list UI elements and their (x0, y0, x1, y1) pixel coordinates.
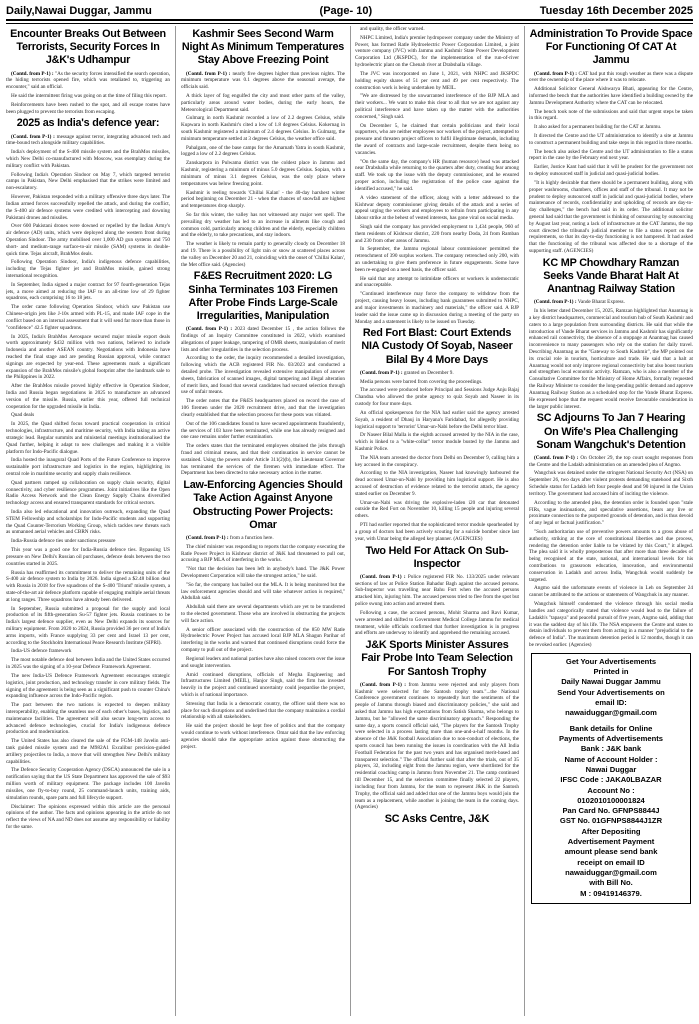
advertisement-line: receipt on email ID (577, 857, 645, 867)
article-paragraph: In September, India signed a major contract for 97 fourth-generation Tejas jets, a move aimed at reducing the IAF to an all-time low of 29 fighter squadrons, each comprising 16 to 18 jets. (6, 281, 170, 302)
article-paragraph: Dr Naseer Bilal Malla is the eighth accused arrested by the NIA in the case, which is linked to a "white-collar" terror module busted by the Jammu and Kashmir Police. (355, 432, 519, 452)
article-headline: F&ES Recruitment 2020: LG Sinha Terminates 103 Firemen After Probe Finds Large-Scale Irregularities, Manipulation (188, 270, 338, 322)
article-paragraph: Reinforcements have been rushed to the spot, and all escape routes have been plugged to prevent the terrorists from escaping. (6, 101, 170, 115)
article-paragraph: The orders states that the terminated employees obtained the jobs through fraud and criminal means, and that their continuation in service cannot be sustained. Using the powers under Article 311(2)(b), the Lieutenant Governor has terminated the services of the firemen with immediate effect. The Department has been directed to take necessary action in the matter. (181, 443, 345, 477)
article-paragraph: PTI had earlier reported that the sophisticated terror module spearheaded by a group of doctors had been actively scouting for a suicide bomber since last year, with Umar being the alleged key planner. (AGENCIES) (355, 522, 519, 542)
article (355, 545, 519, 638)
article-paragraph: The Defence Security Cooperation Agency (DSCA) announced the sale in a notification saying that the US State Department has approved the sale of $93 million worth of military equipment. The package includes 100 Javelin missiles, one fly-to-buy round, 25 command-launch units, training aids, simulation rounds, spare parts and full lifecycle support. (6, 767, 170, 801)
article-paragraph: A thick layer of fog engulfed the city and most other parts of the valley, particularly areas around water bodies, during the early hours, the Meteorological Department said. (181, 92, 345, 113)
article-paragraph: (Contd. from P-1) : nearly five degrees higher than previous nights. The minimum temperature was 0.1 degrees above the seasonal average, the officials said. (181, 70, 345, 91)
column-divider (350, 26, 351, 1016)
article-paragraph: A video statement of the officer, along with a letter addressed to the Kishtwar deputy commissioner giving details of the attack and a series of appeal urging the workers and employees to refrain from participating in any labour strike at the behest of vested interests, has gone viral on social media. (355, 194, 519, 222)
article-paragraph: NHPC Limited, India's premier hydropower company under the Ministry of Power, has formed Ratle Hydroelectric Power Corporation Limited, a joint venture company (JVC) with Jammu and Kashmir State Power Development Corporation Ltd (JKSPDC), for the implementation of the run-of-river hydroelectric plant on the Chenab river at Drabshalla village. (355, 34, 519, 69)
article-paragraph: The most notable defence deal between India and the United States occurred in 2025 was the signing of a 10-year Defence Framework Agreement. (6, 657, 170, 671)
article-paragraph: Over 600 Pakistani drones were downed or repelled by the Indian Army's air defence (AD) units, which were deployed along the western front during Operation Sindoor. The army mobilised over 1,000 AD gun systems and 750 short- and medium-range surface-to-air missile (SAM) systems in double-quick time. Tejas aircraft, BrahMos deals. (6, 223, 170, 257)
article-paragraph: "Not that the decision has been left in anybody's hand. The J&K Power Development Corporation will take the strongest action," he said. (181, 566, 345, 579)
article (355, 813, 519, 826)
article-paragraph: Umar-un-Nabi was driving the explosive-laden i20 car that detonated outside the Red Fort on November 10, killing 15 people and injuring several others. (355, 499, 519, 520)
article-headline: 2025 as India's defence year: (16, 117, 160, 130)
article-paragraph: "So far, the company has bailed out the MLA. It is being monitored but the law enforcement agencies should and will take whatever action is required," Abdullah said. (181, 581, 345, 602)
article-paragraph: India-Russia defence ties under sanctions pressure (11, 538, 116, 545)
advertisement-contact (536, 657, 686, 719)
article-paragraph: Zanskarpora in Pulwama district was the coldest place in Jammu and Kashmir, registering a minimum of minus 5.0 degrees Celsius. Sopian, with a minimum of minus 3.1 degrees Celsius, was the only place where temperatures was below freezing point. (181, 160, 345, 187)
article-paragraph: It also asked for a permanent building for the CAT at Jammu. (534, 124, 662, 131)
article-paragraph: The order came following Operation Sindoor, which saw Pakistan use Chinese-origin jets like J-10s armed with PL-15, and made IAF cope in the conflict based on an internal assessment that it will send far more than those in "confidence" 42.5 fighter squadrons. (6, 304, 170, 331)
article-paragraph: (Contd. from P-1) : CAT had put this rough weather as there was a dispute over the ownership of the place where it was to relocate. (529, 70, 693, 84)
article-paragraph: According to the amended plea, the detention order is founded upon "stale FIRs, vague insinuations, and speculative assertions, bears any live or proximate connection to the purported grounds of detention, and is thus devoid of any legal or factual justification." (529, 499, 693, 527)
article-paragraph: The pact between the two nations is expected to deepen military interoperability, enabling the seamless use of each other's bases, logistics, and maintenance facilities. The agreement will also secure long-term access to advanced defence technologies, crucial for India's indigenous defence production and modernisation. (6, 702, 170, 736)
article-paragraph: The NIA team arrested the doctor from Delhi on December 9, calling him a key accused in the conspiracy. (355, 454, 519, 468)
article-paragraph: Russia has reaffirmed its commitment to deliver the remaining units of the S-400 air defence system to India by 2026. India signed a $2.48 billion deal with Russia in 2018 for five squadrons of the S-400 'Triumf' missile system, a state-of-the-art air defence platform capable of engaging multiple aerial threats at long ranges. Three squadrons have already been delivered. (6, 569, 170, 603)
article-paragraph: The weather is likely to remain partly to generally cloudy on December 18 and 19. There is a possibility of light rain or snow at scattered places across the valley on December 20 and 21, coinciding with the onset of 'Chillai Kalan', the Met office said. (Agencies) (181, 241, 345, 268)
article-paragraph: Wangchuk was detained under the stringent National Security Act (NSA) on September 26, two days after violent protests demanding statehood and Sixth Schedule status for Ladakh left four people dead and 90 injured in the Union territory. The government had accused him of inciting the violence. (529, 470, 693, 497)
article-paragraph: Following a case, the accused persons, Mohit Sharma and Ravi Kumar, were arrested and shifted to Government Medical College Jammu for medical treatment, while officials confirmed that further investigation is in progress and efforts are underway to identify and apprehend the remaining accused. (355, 609, 519, 637)
article-paragraph: (Contd. from P-1) : Police registered FIR No. 133/2025 under relevant sections of law at Police Station Bahadur Bagh against the accused persons. Sub-Inspector was travelling near Bahu Fort when the accused persons attacked him, injuring him. The accused persons tried to flee from the spot but police swung into action and arrested them. (355, 573, 519, 608)
article-paragraph: Angmo said the unfortunate events of violence in Leh on September 24 cannot be attributed to the actions or statements of Wangchuk in any manner. (529, 585, 693, 599)
article-paragraph: Stressing that India is a democratic country, the officer said there was no place for such disruptions and underlined that the company maintains a cordial relationship with all stakeholders. (181, 700, 345, 721)
article-headline: KC MP Chowdhary Ramzan Seeks Vande Bharat Halt At Anantnag Railway Station (542, 256, 680, 296)
article-paragraph: Regional leaders and national parties have also raised concern over the issue and sought intervention. (181, 655, 345, 669)
column-3 (355, 26, 519, 1022)
column-divider (524, 26, 525, 1016)
article-paragraph: The United States has also cleared the sale of the FGM-148 Javelin anti-tank guided missile system and the M982A1 Excalibur precision-guided artillery projectiles to India, a move that will strengthen New Delhi's military capabilities. (6, 738, 170, 765)
article-paragraph: After the BrahMos missile proved highly effective in Operation Sindoor, India and Russia began negotiations in 2025 to manufacture an advanced version of the missile. Russia, earlier this year, offered full technical cooperation for the upgraded missile in India. (6, 383, 170, 410)
article (529, 257, 693, 411)
article-paragraph: He said that any attempt to intimidate officers or workers is undemocratic and unacceptable. (355, 275, 519, 289)
advertisement-line: Daily Nawai Duggar Jammu (561, 677, 661, 687)
advertisement-line: Pan Card No. GFNPS8844J (562, 806, 660, 816)
column-4 (529, 26, 693, 1022)
article-paragraph: (Contd. from P-1) : "As the security forces intensified the search operation, the hiding terrorists opened fire, which was retaliated to, triggering an encounter," said an official. (6, 70, 170, 91)
article-paragraph: In September, Russia submitted a proposal for the supply and local production of its fifth-generation Su-57 fighter jets. Russia continues to be India's largest defence supplier, even as New Delhi expands its sources for military equipment. From 2020 to 2024, Russia provided 36 per cent of India's arms imports, with France supplying 33 per cent and Israel 13 per cent, according to the Stockholm International Peace Research Institute (SIPRI). (6, 605, 170, 646)
advertisement-bank-details (536, 724, 686, 899)
article-paragraph: Singh said the company has provided employment to 1,434 people, 960 of them residents of Kishtwar district, 220 from nearby Doda, 24 from Ramban and 230 from other areas of Jammu. (355, 223, 519, 244)
article-paragraph: Quad deals (11, 412, 35, 419)
masthead-rule-thick (6, 19, 693, 21)
article-paragraph: Kashmir is reeling towards 'Chillai Kalan' - the 40-day harshest winter period beginning on December 21 - when the chances of snowfall are highest and temperatures drop sharply. (181, 189, 345, 210)
advertisement-line: Name of Account Holder : (564, 754, 658, 764)
article (181, 270, 345, 477)
advertisement-line: IFSC Code : JAKA0LBAZAR (560, 775, 662, 785)
article-paragraph: However, Pakistan responded with a military offensive three days later. The Indian armed forces successfully repelled the attack, and during the conflict, the S-400 air defence systems were credited with intercepting and downing Pakistani drones and missiles. (6, 194, 170, 221)
advertisement-line: Bank : J&K bank (580, 744, 642, 754)
advertisement-line: amount please send bank (564, 847, 658, 857)
advertisement-line: Bank details for Online (569, 723, 653, 733)
article-paragraph: (Contd. from P-1) : from Jammu were rejected and only players from Kashmir were selected for the Santosh trophy team."...the National Conference government continues to repeatedly hurt the sentiments of the people of Jammu through biased and discriminatory policies," she said and asked that Jammu has high expectations from Satish Sharma, who belongs to Jammu, but he "allowed the same discriminatory approach." Responding the same day, a sports council official said, "The players for the Santosh Trophy were selected in a process lasting more than one-and-a-half months. In the absence of the J&K football Association due to non-conduct of elections, the sports council has been running the issues in coordination with the All India Football Federation for the past two years and has organised merit-based and transparent selection." The official further said that after the trials, out of 35 players, 32, including eight from the Jammu region, were shortlisted for the residential coaching camp in Jammu from November 21. The camp continued till December 15, and the selection committee finally selected 22 players, including four from Jammu, for the team to represent J&K in the Santosh Trophy, the official said and added that one of the Jammu boys would join the team as a replacement, while another is joining the team in the coming days. (Agencies) (355, 681, 519, 811)
article-paragraph: "It is highly desirable that there should be a permanent building, along with proper washrooms, chambers, offices and staff of the tribunal. It may not be prudent to deploy outsourced staff in judicial and quasi-judicial bodies, where maintenance of records, confidentiality and upholding of records are day-to-day challenges," the bench had said in its order. The additional solicitor general had said that the government is thinking of outsourcing by outsourcing by August last year, noting a lack of infrastructure at the CAT Jammu, the top court directed the tribunal's judicial member to file a status report on the requirements, so that its day-to-day functioning is not hampered. It had asked that the functioning of the tribunal was affected due to a shortage of the supporting staff. (AGENCIES) (529, 179, 693, 255)
article-paragraph: Amid continued disruptions, officials of Megha Engineering and Infrastructures Limited (MEIL), Hanjor Singh, said the firm has invested heavily in the project and continued uncertainty could jeopardise the project, which is of national importance. (181, 671, 345, 698)
article (529, 28, 693, 255)
article (6, 28, 170, 115)
article-paragraph: The chief minister was responding to reports that the company executing the Ratle Power Project in Kishtwar district of J&K had threatened to pull out, accusing a BJP MLA of interfering in the works. (181, 543, 345, 564)
column-1 (6, 26, 170, 1022)
article-paragraph: The accused were produced before Principal and Sessions Judge Anju Bajaj Chandna who allowed the probe agency to quiz Soyab and Naseer in its custody for four more days. (355, 387, 519, 408)
advertisement-line: Payments of Advertisements (559, 733, 663, 743)
article-paragraph: Wangchuk himself condemned the violence through his social media handles and categorically stated that violence would lead to the failure of Ladakh's "tapasya" and peaceful pursuit of five years, Angmo said, adding that it was the saddest day of his life. The NSA empowers the Centre and states to detain individuals to prevent them from acting in a manner "prejudicial to the defence of India". The maximum detention period is 12 months, though it can be revoked earlier. (Agencies) (529, 601, 693, 648)
article-paragraph: (Contd. from P-1) : On October 29, the top court sought responses from the Centre and the Ladakh administration on an amended plea of Angmo. (529, 454, 693, 468)
article-headline: Encounter Breaks Out Between Terrorists, Security Forces In J&K's Udhampur (10, 28, 166, 67)
article-paragraph: Earlier, Justice Kant had said that it will be prudent for the government not to deploy outsourced staff in judicial and quasi-judicial bodies. (529, 164, 693, 178)
article-paragraph: An official spokesperson for the NIA had earlier said the agency arrested Soyab, a resident of Dhauj in Haryana's Faridabad, for allegedly providing logistical support to 'terrorist' Umar-un-Nabi before the Delhi terror blast. (355, 409, 519, 430)
article-paragraph: India-US defence framework (11, 648, 72, 655)
advertisement-line: nawaiduggar@gmail.com (565, 868, 657, 878)
article-headline: Red Fort Blast: Court Extends NIA Custody Of Soyab, Naseer Bilal By 4 More Days (361, 327, 513, 366)
article (6, 117, 170, 830)
article-paragraph: (Contd. from P-1) : granted on December 9. (360, 369, 454, 376)
article-paragraph: Following India's Operation Sindoor on May 7, which targeted terrorist camps in Pakistan, New Delhi emphasised that the strikes were limited and non-escalatory. (6, 171, 170, 192)
article-paragraph: He said the project should be kept free of politics and that the company would continue to work without interference. Omar said that the law enforcing agencies should take the appropriate action against those obstructing the project. (181, 723, 345, 750)
article-paragraph: So far this winter, the valley has not witnessed any major wet spell. The prevailing dry weather has led to an increase in ailments like cough and common cold, particularly among children and the elderly, especially children and the elderly, to take precautions, and stay indoors. (181, 211, 345, 239)
article-paragraph: The bench also asked the Centre and the UT administration to file a status report in the case by the February end next year. (529, 148, 693, 162)
article-paragraph: Gulmarg in north Kashmir recorded a low of 2.2 degrees Celsius, while Kupwara in north Kashmir's cited a low of 1.8 degrees Celsius. Kokernag in south Kashmir registered a minimum of 2.4 degrees Celsius. In Gulmarg, the minimum temperature settled at 3 degrees Celsius, the weather office said. (181, 115, 345, 142)
article-paragraph: and quality, the officer warned. (360, 26, 425, 32)
article-paragraph: (Contd. from P-1) : from a function here. (186, 534, 274, 541)
article-paragraph: "Such authoritarian use of preventive powers amounts to a gross abuse of authority, striking at the core of constitutional liberties and due process, rendering the detention order liable to be vitiated by this Court," it alleged. The plea said it is wholly preposterous that after more than three decades of being recognised at the state, national, and international levels for his contributions to grassroots education, innovation, and environmental conservation in Ladakh and across India, Wangchuk would suddenly be targeted. (529, 528, 693, 583)
article (355, 26, 519, 325)
advertisement-line: Get Your Advertisements (565, 656, 657, 666)
article-paragraph: "We are distressed by the unwarranted interference of the BJP MLA and their workers... We want to make this clear to all that we are not against any political interference and have taken up the matter with the authorities concerned," Singh said. (355, 93, 519, 120)
article-paragraph: In 2025, the Quad shifted focus toward practical cooperation in critical technologies, infrastructure, and maritime security, with India taking an active strategic lead. Regular summits and ministerial meetings institutionalised the Quad further, helping it adapt to new challenges and making it a visible platform for Indo-Pacific dialogue. (6, 421, 170, 455)
article (355, 639, 519, 811)
advertisement-line: email ID: (595, 698, 627, 708)
advertisement-line: Send Your Advertisements on (557, 687, 665, 697)
article-paragraph: Pahalgam, one of the base camps for the Amarnath Yatra in south Kashmir, logged a low of 2.2 degrees Celsius. (181, 144, 345, 158)
article (529, 412, 693, 648)
paper-name: Daily,Nawai Duggar, Jammu (6, 5, 152, 17)
article-paragraph: India's deployment of the S-400 missile system and the BrahMos missiles, which New Delhi co-manufactured with Moscow, was exemplary during the military conflict with Pakistan. (6, 149, 170, 169)
article-paragraph: (Contd. from P-1) : message against terror, integrating advanced tech and time-bound tech alongside military capabilities. (6, 133, 170, 147)
advertisement-line: Advertisement Payment (567, 837, 655, 847)
advertisement-line: Printed in (593, 667, 629, 677)
article-paragraph: The new India-US Defence Framework Agreement encourages strategic logistics, joint production, and technology transfer in core military fields. The signing of the agreement is being seen as a significant push to counter China's expanding influence across the Indo-Pacific region. (6, 672, 170, 700)
page-number: (Page- 10) (319, 5, 373, 17)
advertisement-box (531, 653, 691, 904)
column-divider (175, 26, 176, 1016)
issue-date: Tuesday 16th December 2025 (539, 5, 693, 17)
advertisement-line: with Bill No. (589, 878, 633, 888)
article-paragraph: "On the same day, the company's HR (human resource) head was attacked near Drabshalla while returning to the quarters after duty, creating fear among staff. We took up the issue with the deputy commissioner, and he ensured proper action, including the registration of the police case against the identified accused," he said. (355, 158, 519, 192)
article-paragraph: Out of the 106 candidates found to have secured appointments fraudulently, the services of 103 have been terminated, while one has already resigned and one case remains under further examination. (181, 420, 345, 441)
article-headline: J&K Sports Minister Assures Fair Probe Into Team Selection For Santosh Trophy (361, 639, 513, 678)
advertisement-line: nawaiduggar@gmail.com (565, 708, 657, 718)
article-paragraph: India hosted the inaugural Quad Ports of the Future Conference to improve sustainable port infrastructure and logistics in the region, highlighting its central role in maritime security and supply chain resilience. (6, 457, 170, 477)
article-paragraph: The JVC was incorporated on June 1, 2021, with NHPC and JKSPDC holding equity shares of 51 per cent and 49 per cent respectively. The construction work is being undertaken by MEIL. (355, 70, 519, 91)
article-headline: Kashmir Sees Second Warm Night As Minimum Temperatures Stay Above Freezing Point (181, 28, 345, 67)
article-headline: SC Asks Centre, J&K (384, 813, 490, 826)
article-paragraph: Following Operation Sindoor, India's indigenous defence capabilities, including the Tejas fighter jet and BrahMos missile, gained strong international recognition. (6, 259, 170, 279)
article-paragraph: The bench took note of the submissions and said that urgent steps be taken in this regard. (529, 108, 693, 122)
article-paragraph: Disclaimer: The opinions expressed within this article are the personal opinions of the author. The facts and opinions appearing in the article do not reflect the views of NA and ND does not assume any responsibility or liability for the same. (6, 803, 170, 830)
masthead-rule-thin (6, 23, 693, 24)
article-paragraph: (Contd. from P-1) : 2023 dated December 15 , the action follows the findings of an Inquiry Committee constituted in 2022, which examined allegations of paper leakage, tampering of OMR sheets, manipulation of merit lists and other irregularities in the selection process. (181, 326, 345, 353)
advertisement-line: 0102010100001824 (577, 795, 645, 805)
article-headline: Administration To Provide Space For Functioning Of CAT At Jammu (529, 28, 693, 67)
article (181, 479, 345, 750)
article-headline: Two Held For Attack On Sub-Inspector (365, 544, 509, 570)
article-paragraph: This year was a good one for India-Russia defence ties. Bypassing US pressure on New Delhi's Russian oil purchases, defence deals between the two countries started in 2025. (6, 547, 170, 567)
article-paragraph: Quad partners ramped up collaboration on supply chain security, digital connectivity, and cyber resilience programmes. Joint initiatives like the Open Radio Access Network and the Clean Energy Supply Chains diversified technology access and ensured transparent standards for critical sectors. (6, 479, 170, 507)
article-headline: SC Adjourns To Jan 7 Hearing On Wife's Plea Challenging Sonam Wangchuk's Detention (536, 412, 686, 451)
article-paragraph: India also led educational and innovation outreach, expanding the Quad STEM Fellowship and scholarships for Indo-Pacific students and supporting the Quad Counter-Terrorism Working Group, which tackles new threats such as unmanned aerial vehicles and CBRN risks. (6, 509, 170, 536)
advertisement-line: After Depositing (581, 826, 641, 836)
article (181, 28, 345, 268)
article-paragraph: In 2025, India's BrahMos Aerospace secured major missile export deals worth approximately $432 million with two nations, believed to include Indonesia and another ASEAN country. Negotiations with Indonesia have reached the final stage and are pending Russian approval, while contract signings are expected by year-end. These agreements mark a significant expansion of the BrahMos missile's global footprint after the landmark sale to the Philippines in 2022. (6, 333, 170, 381)
masthead (6, 4, 693, 18)
article-paragraph: In September, the Jammu regional labour commissioner permitted the retrenchment of 390 surplus workers. The company retrenched only 200, with an undertaking to give them preference in future engagements. Some have been re-engaged on a need basis, the officer said. (355, 246, 519, 273)
article-paragraph: Additional Solicitor General Aishwarya Bhati, appearing for the Centre, informed the bench that the authorities have identified a building owned by the Jammu Development Authority where the CAT can be relocated. (529, 86, 693, 106)
article-paragraph: According to the NIA investigation, Naseer had knowingly harboured the dead accused Umar-un-Nabi by providing him logistical support. He is also accused of destruction of evidence related to the terrorist attack, the agency stated earlier on December 9. (355, 470, 519, 497)
article-paragraph: (Contd. from P-1) : Vande Bharat Express. (534, 299, 625, 306)
article (355, 327, 519, 542)
advertisement-line: GST No. 01GFNPS8844J1ZR (559, 816, 663, 826)
article-paragraph: Media persons were barred from covering the proceedings. (360, 378, 483, 385)
article-paragraph: According to the order, the inquiry recommended a detailed investigation, following which the ACB registered FIR No. 03/2023 and conducted a detailed probe. The investigation revealed extensive manipulation of answer sheets, fabrication of scanned images, digital tampering and illegal alteration of merit lists, and found that several candidates had secured selection through use of unfair means. (181, 355, 345, 396)
advertisement-line: Account No : (587, 785, 635, 795)
article-paragraph: Abdullah said there are several departments which are yet to be transferred to the elected government. Those who are involved in obstructing the projects will face action. (181, 604, 345, 624)
article-headline: Law-Enforcing Agencies Should Take Action Against Anyone Obstructing Power Projects: Omar (183, 479, 343, 531)
article-paragraph: The order notes that the F&ES headquarters placed on record the case of 106 firemen under the 2020 recruitment drive, and that the investigation clearly established that the selection process for these posts was vitiated. (181, 398, 345, 418)
advertisement-line: M : 09419146379. (580, 888, 642, 898)
article-paragraph: On December 5, he claimed that certain politicians and their local supporters, who are neither employees nor workers of the project, attempted to pressure and threaten project officers to fulfil illegitimate demands, including the award of contracts and large-scale recruitment, despite them being no vacancies. (355, 122, 519, 156)
article-paragraph: He said the intermittent firing was going on at the time of filing this report. (11, 92, 167, 99)
column-2 (181, 26, 345, 1022)
article-paragraph: It directed the Centre and the UT administration to identify a site at Jammu to construct a permanent building and take steps in this regard in three months. (529, 133, 693, 146)
article-paragraph: A senior officer associated with the construction of the 850 MW Ratle Hydroelectric Power Project has accused local BJP MLA Shagun Parihar of interfering in the works and warned that continued disruptions could force the company to pull out of the project. (181, 626, 345, 654)
advertisement-line: Nawai Duggar (585, 764, 637, 774)
article-paragraph: "Continued interference may force the company to withdraw from the project, causing heavy losses, including bank guarantees submitted to NHPC, and major investments in machinery and materials," the officer said. A BJP leader said the issue came up in discussion during a meeting of the party on Monday and a statement is likely to be issued on Tuesday. (355, 291, 519, 325)
article-paragraph: In his letter dated December 15, 2025, Ramzan highlighted that Anantnag is a key district headquarters, commercial and tourism hub of South Kashmir and caters to a large population from surrounding districts. He said that while the introduction of Vande Bharat services in Jammu and Kashmir has significantly enhanced rail connectivity, the absence of a stoppage at Anantnag has caused inconvenience to many passengers who rely on the station for daily travel. Describing Anantnag as the "Gateway to South Kashmir", the MP pointed out its crucial role in tourism, horticulture and trade. He said that a halt at Anantnag would not only improve regional connectivity but also boost tourism and strengthen local economic activity. Ramzan, who is also a member of the Consultative Committee for the Ministry of Home Affairs, formally requested the Railway Minister to consider the long-pending public demand and approve Anantnag Railway Station as a scheduled stop for the Vande Bharat Express. He expressed hope that the request would receive favourable consideration in the larger public interest. (529, 308, 693, 410)
